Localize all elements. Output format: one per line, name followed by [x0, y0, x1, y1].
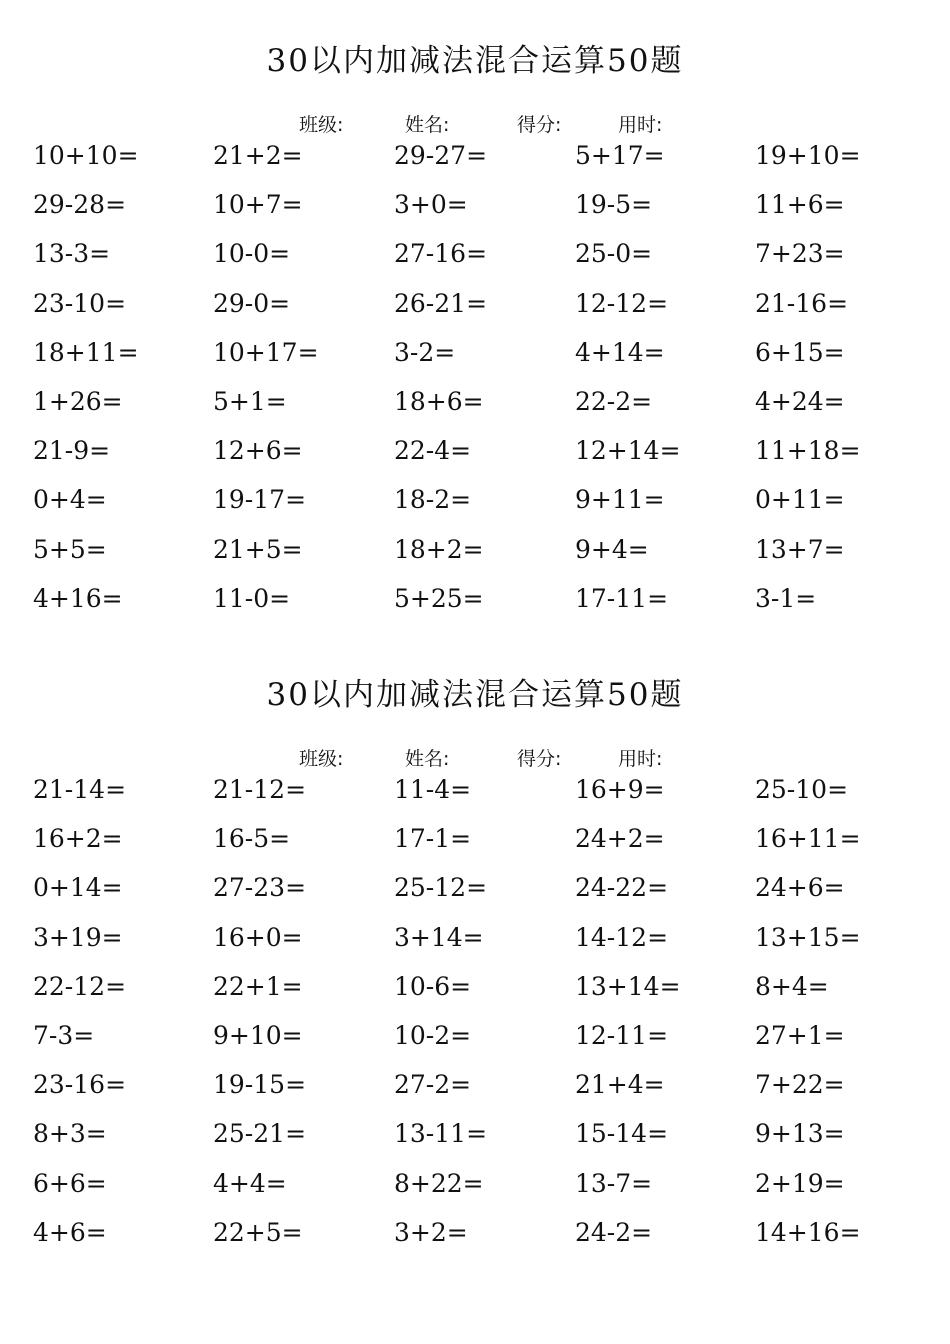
math-problem: 9+4=	[575, 534, 649, 564]
score-label: 得分:	[517, 114, 562, 136]
problem-grid	[0, 770, 950, 1262]
worksheet-title: 30以内加减法混合运算50题	[266, 43, 684, 79]
math-problem: 13+14=	[575, 971, 681, 1001]
math-problem: 12-11=	[575, 1020, 669, 1050]
math-problem: 5+25=	[394, 583, 484, 613]
math-problem: 25-0=	[575, 239, 653, 269]
math-problem: 25-12=	[394, 873, 488, 903]
math-problem: 12+14=	[575, 436, 681, 466]
math-problem: 9+13=	[755, 1119, 845, 1149]
problem-row	[0, 185, 950, 234]
math-problem: 22+1=	[213, 971, 303, 1001]
math-problem: 24-22=	[575, 873, 669, 903]
math-problem: 8+3=	[33, 1119, 107, 1149]
math-problem: 6+6=	[33, 1168, 107, 1198]
problem-grid	[0, 136, 950, 628]
math-problem: 18+6=	[394, 386, 484, 416]
math-problem: 3+19=	[33, 922, 123, 952]
math-problem: 21+4=	[575, 1070, 665, 1100]
math-problem: 17-1=	[394, 824, 472, 854]
problem-row	[0, 530, 950, 579]
score-label: 得分:	[517, 748, 562, 770]
math-problem: 19-15=	[213, 1070, 307, 1100]
math-problem: 14-12=	[575, 922, 669, 952]
math-problem: 29-27=	[394, 141, 488, 170]
problem-row	[0, 136, 950, 185]
math-problem: 22-12=	[33, 971, 127, 1001]
math-problem: 11+6=	[755, 190, 845, 220]
problem-row	[0, 431, 950, 480]
name-label: 姓名:	[405, 748, 450, 770]
time-label: 用时:	[618, 114, 663, 136]
math-problem: 9+10=	[213, 1020, 303, 1050]
math-problem: 16+0=	[213, 922, 303, 952]
math-problem: 3-2=	[394, 337, 456, 367]
problem-row	[0, 382, 950, 431]
problem-row	[0, 1114, 950, 1163]
problem-row	[0, 819, 950, 868]
math-problem: 12-12=	[575, 288, 669, 318]
student-info-row	[0, 106, 950, 136]
math-problem: 3+0=	[394, 190, 468, 220]
problem-row	[0, 1016, 950, 1065]
math-problem: 5+17=	[575, 141, 665, 170]
math-problem: 29-28=	[33, 190, 127, 220]
math-problem: 5+1=	[213, 386, 287, 416]
math-problem: 16+2=	[33, 824, 123, 854]
math-problem: 4+14=	[575, 337, 665, 367]
math-problem: 26-21=	[394, 288, 488, 318]
math-problem: 4+16=	[33, 583, 123, 613]
worksheet-title: 30以内加减法混合运算50题	[266, 677, 684, 713]
class-label: 班级:	[299, 748, 344, 770]
problem-row	[0, 1213, 950, 1262]
math-problem: 19+10=	[755, 141, 861, 170]
math-problem: 4+4=	[213, 1168, 287, 1198]
math-problem: 22+5=	[213, 1217, 303, 1247]
math-problem: 21+2=	[213, 141, 303, 170]
math-problem: 10+17=	[213, 337, 319, 367]
worksheet-1	[0, 36, 950, 628]
math-problem: 17-11=	[575, 583, 669, 613]
math-problem: 24-2=	[575, 1217, 653, 1247]
math-problem: 21+5=	[213, 534, 303, 564]
math-problem: 16-5=	[213, 824, 291, 854]
problem-row	[0, 284, 950, 333]
math-problem: 7+23=	[755, 239, 845, 269]
math-problem: 7+22=	[755, 1070, 845, 1100]
math-problem: 8+22=	[394, 1168, 484, 1198]
problem-row	[0, 868, 950, 917]
math-problem: 3+14=	[394, 922, 484, 952]
math-problem: 7-3=	[33, 1020, 95, 1050]
problem-row	[0, 579, 950, 628]
math-problem: 0+11=	[755, 485, 845, 515]
math-problem: 21-12=	[213, 775, 307, 804]
class-label: 班级:	[299, 114, 344, 136]
math-problem: 5+5=	[33, 534, 107, 564]
problem-row	[0, 480, 950, 529]
problem-row	[0, 1065, 950, 1114]
math-problem: 4+24=	[755, 386, 845, 416]
math-problem: 24+2=	[575, 824, 665, 854]
math-problem: 27-16=	[394, 239, 488, 269]
math-problem: 21-14=	[33, 775, 127, 804]
math-problem: 3+2=	[394, 1217, 468, 1247]
problem-row	[0, 1164, 950, 1213]
math-problem: 10-0=	[213, 239, 291, 269]
math-problem: 11-0=	[213, 583, 291, 613]
math-problem: 22-2=	[575, 386, 653, 416]
math-problem: 10-6=	[394, 971, 472, 1001]
math-problem: 11-4=	[394, 775, 472, 804]
math-problem: 8+4=	[755, 971, 829, 1001]
math-problem: 23-16=	[33, 1070, 127, 1100]
math-problem: 29-0=	[213, 288, 291, 318]
math-problem: 24+6=	[755, 873, 845, 903]
problem-row	[0, 234, 950, 283]
math-problem: 10+7=	[213, 190, 303, 220]
problem-row	[0, 770, 950, 819]
math-problem: 13-7=	[575, 1168, 653, 1198]
student-info-row	[0, 740, 950, 770]
math-problem: 23-10=	[33, 288, 127, 318]
math-problem: 10-2=	[394, 1020, 472, 1050]
math-problem: 18-2=	[394, 485, 472, 515]
math-problem: 3-1=	[755, 583, 817, 613]
math-problem: 27-2=	[394, 1070, 472, 1100]
math-problem: 9+11=	[575, 485, 665, 515]
math-problem: 22-4=	[394, 436, 472, 466]
math-problem: 1+26=	[33, 386, 123, 416]
math-problem: 21-9=	[33, 436, 111, 466]
math-problem: 13+7=	[755, 534, 845, 564]
math-problem: 16+9=	[575, 775, 665, 804]
problem-row	[0, 967, 950, 1016]
math-problem: 18+2=	[394, 534, 484, 564]
math-problem: 6+15=	[755, 337, 845, 367]
math-problem: 19-17=	[213, 485, 307, 515]
math-problem: 27-23=	[213, 873, 307, 903]
worksheet-2	[0, 670, 950, 1262]
math-problem: 11+18=	[755, 436, 861, 466]
math-problem: 16+11=	[755, 824, 861, 854]
name-label: 姓名:	[405, 114, 450, 136]
math-problem: 18+11=	[33, 337, 139, 367]
math-problem: 13-11=	[394, 1119, 488, 1149]
math-problem: 25-10=	[755, 775, 849, 804]
math-problem: 12+6=	[213, 436, 303, 466]
math-problem: 4+6=	[33, 1217, 107, 1247]
math-problem: 13+15=	[755, 922, 861, 952]
time-label: 用时:	[618, 748, 663, 770]
math-problem: 27+1=	[755, 1020, 845, 1050]
math-problem: 21-16=	[755, 288, 849, 318]
math-problem: 13-3=	[33, 239, 111, 269]
math-problem: 0+14=	[33, 873, 123, 903]
math-problem: 25-21=	[213, 1119, 307, 1149]
math-problem: 2+19=	[755, 1168, 845, 1198]
problem-row	[0, 918, 950, 967]
problem-row	[0, 333, 950, 382]
math-problem: 15-14=	[575, 1119, 669, 1149]
math-problem: 10+10=	[33, 141, 139, 170]
math-problem: 14+16=	[755, 1217, 861, 1247]
math-problem: 19-5=	[575, 190, 653, 220]
math-problem: 0+4=	[33, 485, 107, 515]
